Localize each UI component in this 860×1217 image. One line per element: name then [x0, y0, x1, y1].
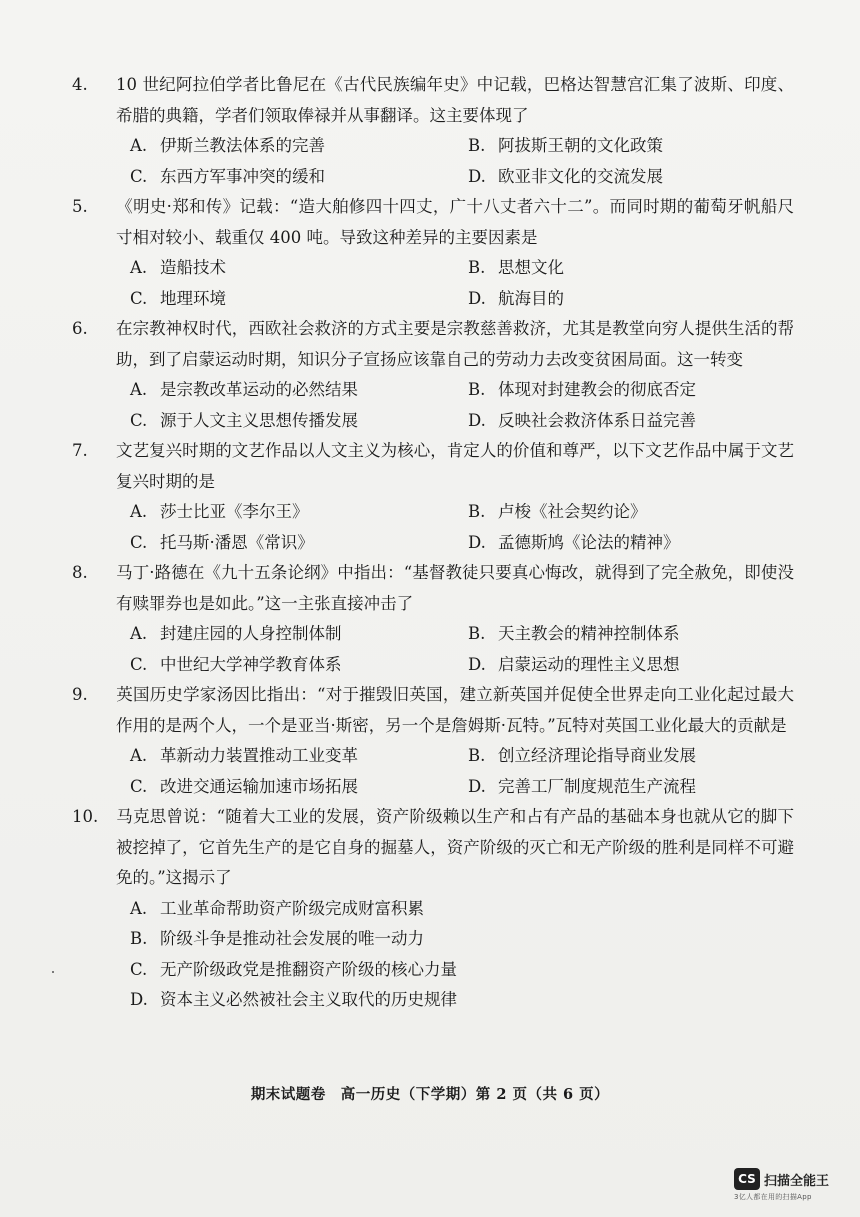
option-b — [468, 253, 798, 284]
page-footer: 期末试题卷 高一历史（下学期）第 2 页（共 6 页） — [250, 1086, 610, 1103]
question-number: 8. — [72, 563, 88, 582]
option-text: 中世纪大学神学教育体系 — [160, 654, 342, 674]
option-text: 东西方军事冲突的缓和 — [160, 166, 325, 186]
option-text: 卢梭《社会契约论》 — [498, 502, 647, 521]
scanner-watermark — [734, 1168, 844, 1202]
question-7 — [72, 436, 794, 558]
option-text: 创立经济理论指导商业发展 — [498, 746, 696, 765]
question-5 — [72, 192, 794, 314]
option-c — [130, 955, 794, 986]
question-text: 在宗教神权时代，西欧社会救济的方式主要是宗教慈善救济，尤其是教堂向穷人提供生活的帮助，到了启蒙运动时期，知识分子宣扬应该靠自己的劳动力去改变贫困局面。这一转变 — [116, 319, 794, 369]
option-letter: A. — [130, 380, 148, 399]
option-letter: D. — [468, 776, 486, 796]
option-d — [468, 650, 798, 681]
scanner-brand — [734, 1168, 844, 1190]
option-group — [94, 741, 794, 802]
question-number: 4. — [72, 75, 88, 94]
question-text: 英国历史学家汤因比指出：“对于摧毁旧英国，建立新英国并促使全世界走向工业化起过最大作用的是两个人，一个是亚当·斯密，另一个是詹姆斯·瓦特。”瓦特对英国工业化最大的贡献是 — [116, 685, 794, 735]
option-group — [94, 131, 794, 192]
question-stem — [72, 192, 794, 253]
option-letter: C. — [130, 288, 148, 308]
option-letter: B. — [468, 502, 486, 521]
question-text: 马克思曾说：“随着大工业的发展，资产阶级赖以生产和占有产品的基础本身也就从它的脚下被挖掉了，它首先生产的是它自身的掘墓人，资产阶级的灭亡和无产阶级的胜利是同样不可避免的。”这揭示了 — [116, 807, 794, 887]
option-text: 完善工厂制度规范生产流程 — [498, 776, 696, 796]
question-stem — [72, 436, 794, 497]
option-a — [130, 619, 468, 650]
option-c — [130, 772, 468, 803]
option-letter: D. — [468, 288, 486, 308]
question-stem — [72, 314, 794, 375]
option-text: 封建庄园的人身控制体制 — [160, 624, 342, 643]
question-4 — [72, 70, 794, 192]
option-letter: B. — [468, 380, 486, 399]
option-b — [468, 131, 798, 162]
option-text: 造船技术 — [160, 258, 226, 277]
option-letter: C. — [130, 410, 148, 430]
question-number: 9. — [72, 685, 88, 704]
option-letter: A. — [130, 746, 148, 765]
option-c — [130, 284, 468, 315]
scanner-tagline: 3亿人都在用的扫描App — [734, 1193, 812, 1201]
option-text: 体现对封建教会的彻底否定 — [498, 380, 696, 399]
option-text: 阿拔斯王朝的文化政策 — [498, 136, 663, 155]
option-letter: A. — [130, 624, 148, 643]
option-d — [468, 162, 798, 193]
scanner-app-name: 扫描全能王 — [764, 1173, 830, 1189]
scan-speck — [52, 971, 54, 973]
question-number: 6. — [72, 319, 88, 338]
option-text: 莎士比亚《李尔王》 — [160, 502, 309, 521]
option-text: 资本主义必然被社会主义取代的历史规律 — [160, 990, 457, 1009]
option-b — [468, 375, 798, 406]
option-letter: B. — [130, 929, 148, 948]
option-letter: D. — [130, 990, 148, 1009]
question-text: 马丁·路德在《九十五条论纲》中指出：“基督教徒只要真心悔改，就得到了完全赦免，即使没有赎罪券也是如此。”这一主张直接冲击了 — [116, 563, 794, 613]
option-letter: D. — [468, 410, 486, 430]
option-text: 航海目的 — [498, 288, 564, 308]
question-10 — [72, 802, 794, 1016]
cs-logo-icon: CS — [734, 1168, 760, 1190]
option-c — [130, 650, 468, 681]
option-c — [130, 406, 468, 437]
option-b — [468, 619, 798, 650]
option-a — [130, 253, 468, 284]
option-text: 改进交通运输加速市场拓展 — [160, 776, 358, 796]
option-letter: C. — [130, 166, 148, 186]
option-letter: A. — [130, 898, 148, 918]
option-a — [130, 131, 468, 162]
option-c — [130, 162, 468, 193]
question-9 — [72, 680, 794, 802]
option-text: 思想文化 — [498, 258, 564, 277]
option-b — [468, 497, 798, 528]
option-text: 伊斯兰教法体系的完善 — [160, 136, 325, 155]
option-text: 工业革命帮助资产阶级完成财富积累 — [160, 898, 424, 918]
option-text: 启蒙运动的理性主义思想 — [498, 654, 680, 674]
option-text: 阶级斗争是推动社会发展的唯一动力 — [160, 929, 424, 948]
question-stem — [72, 558, 794, 619]
option-letter: A. — [130, 502, 148, 521]
option-d — [468, 772, 798, 803]
option-letter: B. — [468, 746, 486, 765]
option-letter: C. — [130, 959, 148, 979]
option-a — [130, 375, 468, 406]
option-c — [130, 528, 468, 559]
option-group — [94, 253, 794, 314]
option-group — [94, 619, 794, 680]
option-text: 地理环境 — [160, 288, 226, 308]
question-6 — [72, 314, 794, 436]
option-group — [94, 894, 794, 1016]
question-stem — [72, 680, 794, 741]
question-number: 10. — [72, 807, 99, 826]
option-letter: A. — [130, 258, 148, 277]
option-a — [130, 894, 794, 925]
option-letter: C. — [130, 654, 148, 674]
option-letter: C. — [130, 532, 148, 552]
option-text: 托马斯·潘恩《常识》 — [160, 532, 314, 552]
option-b — [468, 741, 798, 772]
option-d — [468, 528, 798, 559]
option-text: 是宗教改革运动的必然结果 — [160, 380, 358, 399]
option-d — [130, 985, 794, 1016]
option-d — [468, 284, 798, 315]
option-letter: B. — [468, 136, 486, 155]
option-letter: C. — [130, 776, 148, 796]
option-b — [130, 924, 794, 955]
option-group — [94, 375, 794, 436]
option-letter: A. — [130, 136, 148, 155]
question-8 — [72, 558, 794, 680]
option-text: 反映社会救济体系日益完善 — [498, 410, 696, 430]
question-number: 5. — [72, 197, 88, 216]
option-group — [94, 497, 794, 558]
option-text: 天主教会的精神控制体系 — [498, 624, 680, 643]
option-d — [468, 406, 798, 437]
option-a — [130, 741, 468, 772]
question-stem — [72, 70, 794, 131]
question-text: 文艺复兴时期的文艺作品以人文主义为核心，肯定人的价值和尊严，以下文艺作品中属于文艺复兴时期的是 — [116, 441, 794, 491]
option-text: 孟德斯鸠《论法的精神》 — [498, 532, 680, 552]
option-letter: D. — [468, 654, 486, 674]
question-stem — [72, 802, 794, 894]
question-text: 《明史·郑和传》记载：“造大舶修四十四丈，广十八丈者六十二”。而同时期的葡萄牙帆船尺寸相对较小、载重仅 400 吨。导致这种差异的主要因素是 — [116, 197, 794, 247]
question-text: 10 世纪阿拉伯学者比鲁尼在《古代民族编年史》中记载，巴格达智慧宫汇集了波斯、印度、希腊的典籍，学者们领取俸禄并从事翻译。这主要体现了 — [116, 75, 794, 125]
option-a — [130, 497, 468, 528]
option-letter: D. — [468, 166, 486, 186]
question-number: 7. — [72, 441, 88, 460]
option-letter: D. — [468, 532, 486, 552]
option-text: 源于人文主义思想传播发展 — [160, 410, 358, 430]
option-text: 欧亚非文化的交流发展 — [498, 166, 663, 186]
option-text: 无产阶级政党是推翻资产阶级的核心力量 — [160, 959, 457, 979]
option-letter: B. — [468, 624, 486, 643]
option-letter: B. — [468, 258, 486, 277]
option-text: 革新动力装置推动工业变革 — [160, 746, 358, 765]
question-list — [72, 70, 794, 1016]
